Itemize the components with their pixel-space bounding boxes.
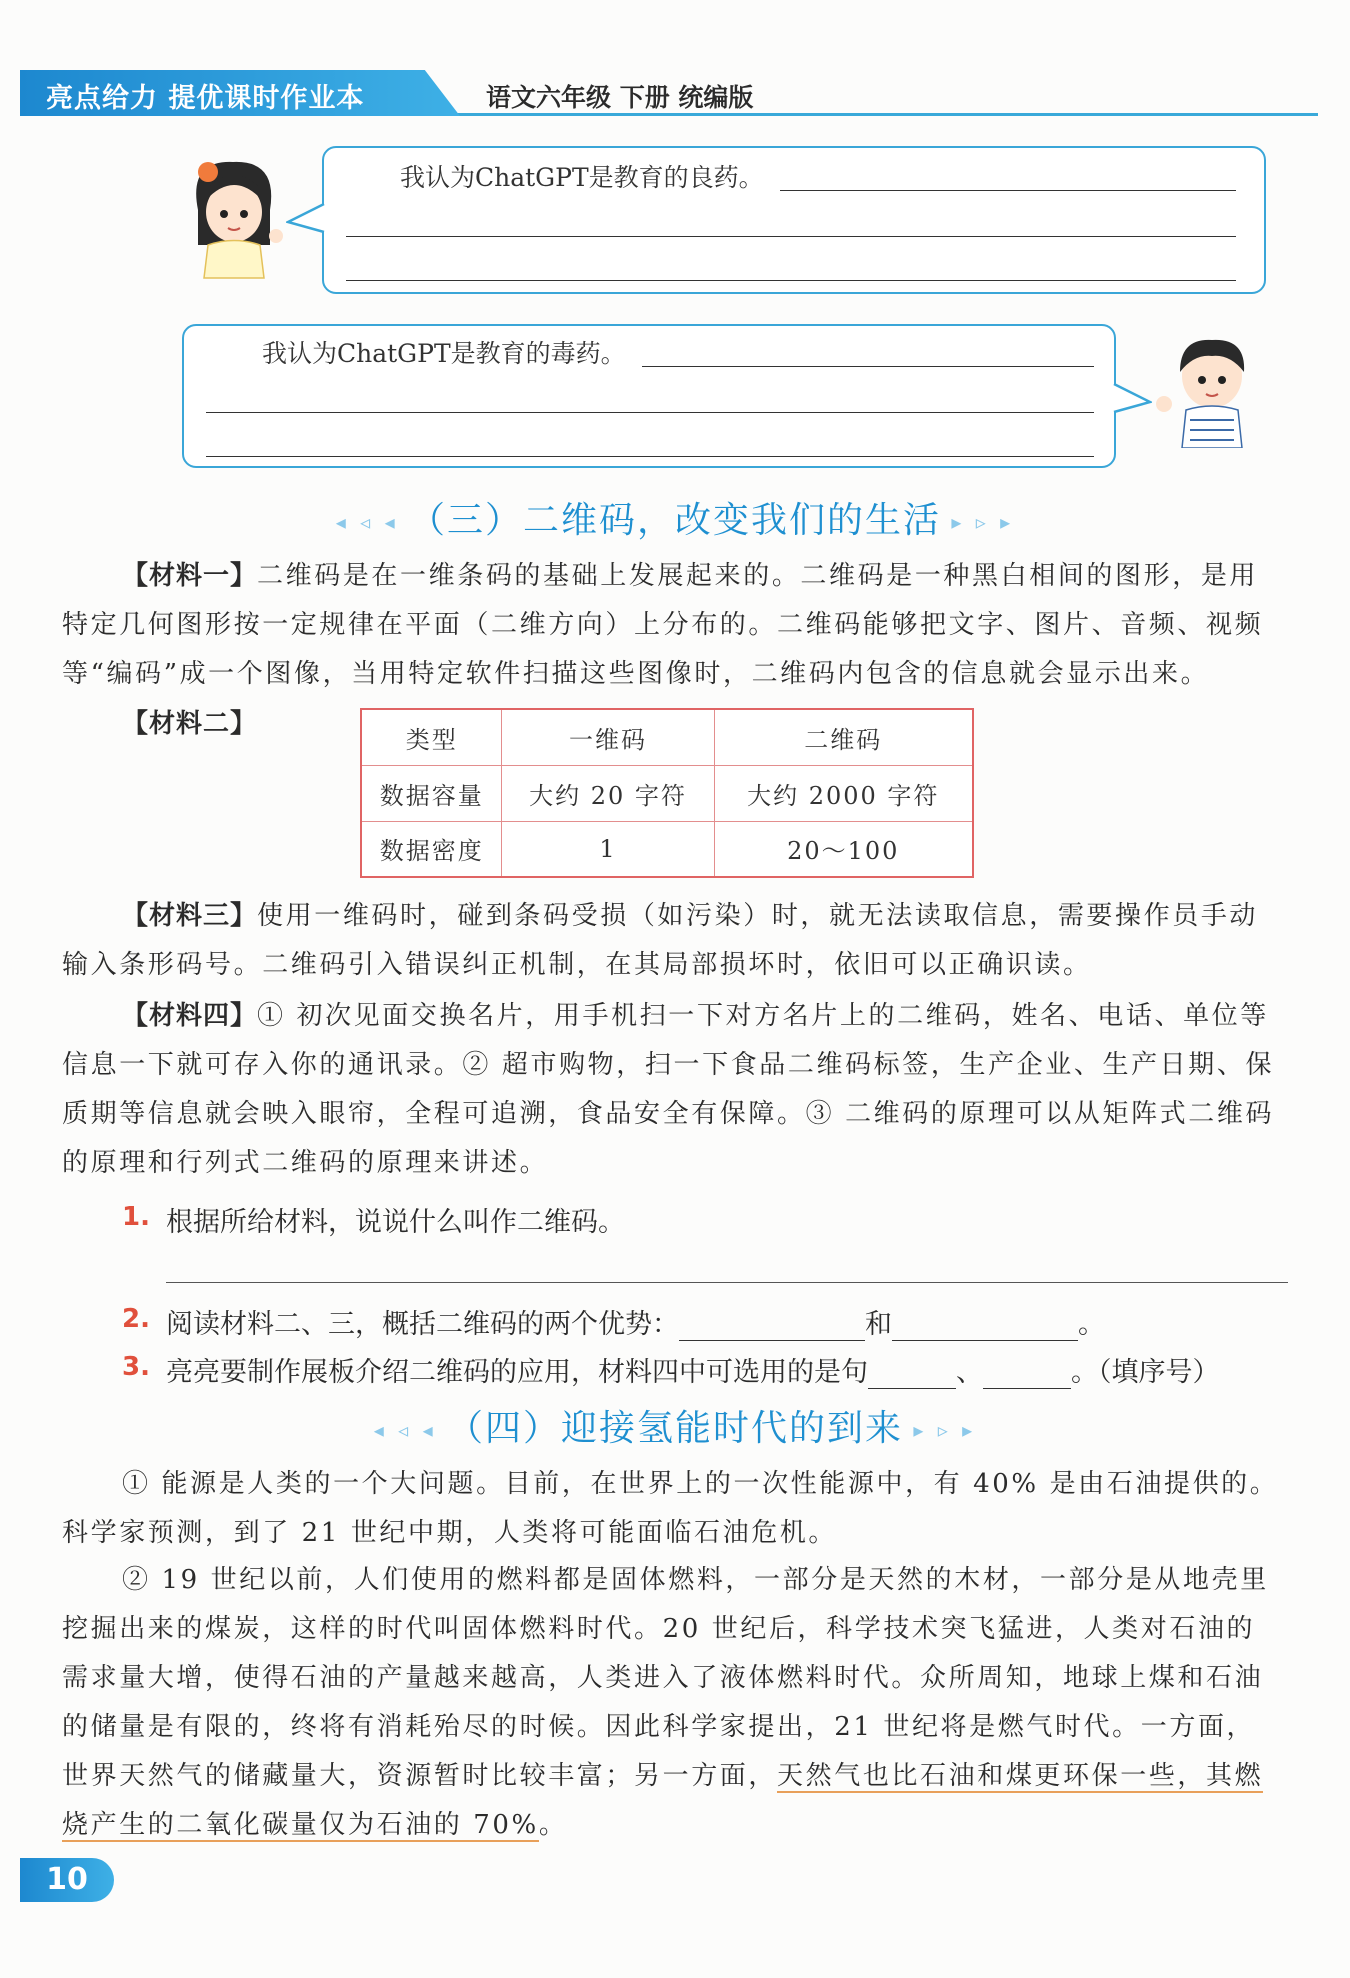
qr-comparison-table bbox=[360, 708, 974, 878]
table-cell: 大约 2000 字符 bbox=[714, 765, 973, 821]
boy-prompt-text: 我认为ChatGPT是教育的毒药。 bbox=[262, 339, 626, 368]
question-2-blank-2[interactable] bbox=[892, 1315, 1078, 1341]
section-4-paragraph-2-text: ② 19 世纪以前，人们使用的燃料都是固体燃料，一部分是天然的木材，一部分是从地壳里挖掘出来的煤炭，这样的时代叫固体燃料时代。20 世纪后，科学技术突飞猛进，人类对石油的需求量大增，使得石油的产量越来越高，人类进入了液体燃料时代。众所周知，地球上煤和石油的储量是有限的，终将有消耗殆尽的时候。因此科学家提出，21 世纪将是燃气时代。一方面，世界天然气的储藏量大，资源暂时比较丰富；另一方面， bbox=[62, 1565, 1269, 1791]
table-header-row bbox=[361, 709, 973, 765]
table-cell: 20～100 bbox=[714, 821, 973, 877]
section-4-title bbox=[0, 1400, 1350, 1451]
table-row bbox=[361, 821, 973, 877]
boy-answer-line-2[interactable] bbox=[206, 412, 1094, 413]
title-deco-left-icon: ◂ ◃ ◂ bbox=[335, 510, 409, 534]
header-brand: 亮点给力 提优课时作业本 bbox=[46, 83, 365, 114]
question-3-blank-2[interactable] bbox=[983, 1363, 1071, 1389]
question-3-text: 亮亮要制作展板介绍二维码的应用，材料四中可选用的是句 bbox=[166, 1357, 868, 1388]
girl-answer-line-2[interactable] bbox=[346, 236, 1236, 237]
title-deco-right-icon: ▸ ▹ ▸ bbox=[903, 1418, 977, 1442]
table-header-cell: 二维码 bbox=[714, 709, 973, 765]
boy-bubble-pointer bbox=[1110, 380, 1152, 420]
girl-bubble-pointer bbox=[286, 200, 328, 240]
material-1 bbox=[62, 552, 1282, 699]
table-header-cell: 一维码 bbox=[502, 709, 714, 765]
material-4-label: 【材料四】 bbox=[122, 1001, 258, 1031]
question-3-number: 3. bbox=[122, 1352, 150, 1382]
girl-prompt-text: 我认为ChatGPT是教育的良药。 bbox=[400, 163, 764, 192]
material-3-text: 使用一维码时，碰到条码受损（如污染）时，就无法读取信息，需要操作员手动输入条形码号。二维码引入错误纠正机制，在其局部损坏时，依旧可以正确识读。 bbox=[62, 901, 1259, 980]
table-cell: 数据容量 bbox=[361, 765, 502, 821]
question-2-text: 阅读材料二、三，概括二维码的两个优势： bbox=[166, 1309, 679, 1340]
question-3-end: 。（填序号） bbox=[1071, 1357, 1220, 1388]
table-cell: 数据密度 bbox=[361, 821, 502, 877]
boy-answer-line-1[interactable] bbox=[642, 366, 1094, 367]
question-2-and: 和 bbox=[865, 1309, 892, 1340]
boy-answer-line-3[interactable] bbox=[206, 456, 1094, 457]
table-cell: 大约 20 字符 bbox=[502, 765, 714, 821]
material-1-label: 【材料一】 bbox=[122, 561, 258, 591]
page-number: 10 bbox=[20, 1858, 114, 1902]
question-2-blank-1[interactable] bbox=[679, 1315, 865, 1341]
material-3-label: 【材料三】 bbox=[122, 901, 258, 931]
question-1-number: 1. bbox=[122, 1202, 150, 1232]
section-3-title bbox=[0, 492, 1350, 543]
material-4-text: ① 初次见面交换名片，用手机扫一下对方名片上的二维码，姓名、电话、单位等信息一下就可存入你的通讯录。② 超市购物，扫一下食品二维码标签，生产企业、生产日期、保质期等信息就会映入眼帘，全程可追溯，食品安全有保障。③ 二维码的原理可以从矩阵式二维码的原理和行列式二维码的原理来讲述。 bbox=[62, 1001, 1275, 1178]
underlined-sentence: 天然气也比石油和煤更环保一些，其燃烧产生的二氧化碳量仅为石油的 70% bbox=[62, 1761, 1264, 1840]
title-deco-left-icon: ◂ ◃ ◂ bbox=[373, 1418, 447, 1442]
material-3 bbox=[62, 892, 1282, 990]
question-2-number: 2. bbox=[122, 1304, 150, 1334]
table-header-cell: 类型 bbox=[361, 709, 502, 765]
girl-answer-line-3[interactable] bbox=[346, 280, 1236, 281]
material-4 bbox=[62, 992, 1282, 1188]
girl-answer-line-1[interactable] bbox=[780, 190, 1236, 191]
question-1-answer-line[interactable] bbox=[166, 1282, 1288, 1283]
question-2-end: 。 bbox=[1078, 1309, 1105, 1340]
title-deco-right-icon: ▸ ▹ ▸ bbox=[941, 510, 1015, 534]
section-4-paragraph-2-end: 。 bbox=[538, 1810, 568, 1840]
section-3-title-text: （三）二维码，改变我们的生活 bbox=[408, 500, 941, 541]
question-1-text: 根据所给材料，说说什么叫作二维码。 bbox=[166, 1207, 625, 1238]
boy-avatar bbox=[1150, 324, 1260, 448]
table-row bbox=[361, 765, 973, 821]
question-3-blank-1[interactable] bbox=[868, 1363, 956, 1389]
section-4-title-text: （四）迎接氢能时代的到来 bbox=[446, 1408, 903, 1449]
question-3 bbox=[166, 1350, 1220, 1389]
section-4-paragraph-1: ① 能源是人类的一个大问题。目前，在世界上的一次性能源中，有 40% 是由石油提供的。科学家预测，到了 21 世纪中期，人类将可能面临石油危机。 bbox=[62, 1469, 1279, 1548]
material-2-label: 【材料二】 bbox=[122, 709, 258, 739]
table-cell: 1 bbox=[502, 821, 714, 877]
header-subject: 语文六年级 下册 统编版 bbox=[486, 83, 754, 112]
question-2 bbox=[166, 1302, 1105, 1341]
girl-avatar bbox=[178, 150, 288, 280]
section-4-paragraph-2 bbox=[62, 1556, 1282, 1850]
material-2-label-block bbox=[122, 700, 322, 749]
question-3-sep: 、 bbox=[956, 1357, 983, 1388]
material-1-text: 二维码是在一维条码的基础上发展起来的。二维码是一种黑白相间的图形，是用特定几何图形按一定规律在平面（二维方向）上分布的。二维码能够把文字、图片、音频、视频等“编码”成一个图像，当用特定软件扫描这些图像时，二维码内包含的信息就会显示出来。 bbox=[62, 561, 1264, 689]
